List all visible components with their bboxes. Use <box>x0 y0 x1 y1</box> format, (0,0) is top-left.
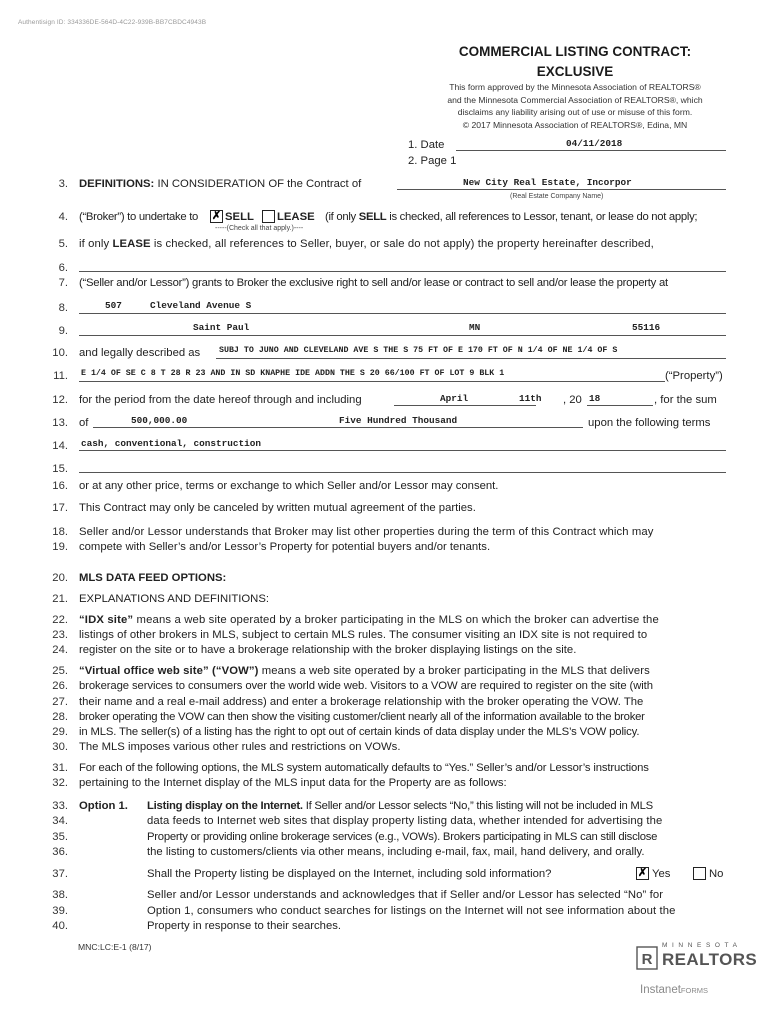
logo-realtors: REALTORS <box>662 950 758 969</box>
line19: compete with Seller’s and/or Lessor’s Property for potential buyers and/or tenants. <box>79 541 491 553</box>
terms-label: upon the following terms <box>588 417 711 429</box>
property-label: (“Property”) <box>665 370 723 382</box>
date-field[interactable]: 04/11/2018 <box>566 138 623 149</box>
sell-label: SELL <box>225 211 254 223</box>
line25: “Virtual office web site” (“VOW”) means a web site operated by a broker participating in the MLS that delivers <box>79 665 650 677</box>
line-number: 7. <box>58 277 68 289</box>
no-label: No <box>709 868 724 880</box>
zip-field[interactable]: 55116 <box>632 322 661 333</box>
line-number: 23. <box>52 629 68 641</box>
line-number: 15. <box>52 463 68 475</box>
line40: Property in response to their searches. <box>147 920 342 932</box>
of-label: of <box>79 417 89 429</box>
line24: register on the site or to have a brokerage relationship with the broker displaying listings on the site. <box>79 644 577 656</box>
line-number: 24. <box>52 644 68 656</box>
line-number: 20. <box>52 572 68 584</box>
legal-desc-label: and legally described as <box>79 347 201 359</box>
state-field[interactable]: MN <box>469 322 481 333</box>
line-number: 19. <box>52 541 68 553</box>
line-number: 18. <box>52 526 68 538</box>
property-address-field[interactable]: 507 Cleveland Avenue S <box>105 300 252 311</box>
broker-undertake-text: (“Broker”) to undertake to <box>79 211 199 223</box>
sum-words-field[interactable]: Five Hundred Thousand <box>339 415 458 426</box>
line26: brokerage services to consumers over the world wide web. Visitors to a VOW are required to register on the site (with <box>79 680 653 692</box>
date-label: 1. Date <box>408 139 445 151</box>
sum-numeric-field[interactable]: 500,000.00 <box>131 415 188 426</box>
terms-field[interactable]: cash, conventional, construction <box>81 438 262 449</box>
line-number: 28. <box>52 711 68 723</box>
year-prefix: , 20 <box>563 394 582 406</box>
logo-minnesota: MINNESOTA <box>662 942 742 949</box>
definitions-line: DEFINITIONS: IN CONSIDERATION OF the Contract of <box>79 178 362 190</box>
option-1-label: Option 1. <box>79 800 128 812</box>
blank-line-6[interactable] <box>79 271 726 272</box>
mls-section-heading: MLS DATA FEED OPTIONS: <box>79 572 227 584</box>
for-the-sum: , for the sum <box>654 394 717 406</box>
line29: in MLS. The seller(s) of a listing has the right to opt out of certain kinds of data display under the MLS’s VOW policy. <box>79 726 640 738</box>
line34: data feeds to Internet web sites that display property listing data, whether intended for advertising the <box>147 815 663 827</box>
legal-description-field-2[interactable]: E 1/4 OF SE C 8 T 28 R 23 AND IN SD KNAPHE IDE ADDN THE S 20 66/100 FT OF LOT 9 BLK 1 <box>81 369 505 378</box>
page-label: 2. Page 1 <box>408 155 457 167</box>
line-number: 37. <box>52 868 68 880</box>
line-number: 10. <box>52 347 68 359</box>
yes-label: Yes <box>652 868 671 880</box>
form-code: MNC:LC:E-1 (8/17) <box>78 942 152 952</box>
line33: Listing display on the Internet. If Seller and/or Lessor selects “No,” this listing will not be included in MLS <box>147 800 653 812</box>
line-number: 26. <box>52 680 68 692</box>
line-number: 25. <box>52 665 68 677</box>
no-checkbox[interactable] <box>693 867 706 880</box>
line18: Seller and/or Lessor understands that Broker may list other properties during the term of this Contract which may <box>79 526 654 538</box>
line4-rest: (if only SELL is checked, all references to Lessor, tenant, or lease do not apply; <box>325 211 698 223</box>
line16: or at any other price, terms or exchange to which Seller and/or Lessor may consent. <box>79 480 499 492</box>
line36: the listing to customers/clients via other means, including e-mail, fax, mail, hand delivery, and orally. <box>147 846 645 858</box>
period-text: for the period from the date hereof through and including <box>79 394 362 406</box>
lease-label: LEASE <box>277 211 315 223</box>
lease-checkbox[interactable] <box>262 210 275 223</box>
line38: Seller and/or Lessor understands and acknowledges that if Seller and/or Lessor has selected “No” for <box>147 889 664 901</box>
line39: Option 1, consumers who conduct searches for listings on the Internet will not see information about the <box>147 905 676 917</box>
line5-text: if only LEASE is checked, all references to Seller, buyer, or sale do not apply) the property hereinafter described, <box>79 238 654 250</box>
form-title-line2: EXCLUSIVE <box>536 64 614 79</box>
line-number: 4. <box>58 211 68 223</box>
line-number: 16. <box>52 480 68 492</box>
line32: pertaining to the Internet display of the MLS input data for the Property are as follows: <box>79 777 507 789</box>
line-number: 5. <box>58 238 68 250</box>
sell-checkbox[interactable]: ✗ <box>211 210 222 222</box>
line-number: 17. <box>52 502 68 514</box>
line-number: 21. <box>52 593 68 605</box>
line-number: 6. <box>58 262 68 274</box>
line-number: 27. <box>52 696 68 708</box>
form-title: COMMERCIAL LISTING CONTRACT: <box>458 44 692 59</box>
line-number: 13. <box>52 417 68 429</box>
line31: For each of the following options, the MLS system automatically defaults to “Yes.” Seller’s and/or Lessor’s instructions <box>79 762 649 774</box>
line35: Property or providing online brokerage services (e.g., VOWs). Brokers participating in MLS can still disclose <box>147 831 658 843</box>
realtor-r-icon <box>636 946 658 970</box>
line-number: 12. <box>52 394 68 406</box>
check-all-hint: -----(Check all that apply.)---- <box>215 225 304 232</box>
line28: broker operating the VOW can then show the visiting customer/client nearly all of the information available to the broker <box>79 711 645 723</box>
line-number: 8. <box>58 302 68 314</box>
end-month-field[interactable]: April <box>440 393 469 404</box>
authentisign-id: Authentisign ID: 334336DE-564D-4C22-939B-BB7CBDC4943B <box>18 19 207 26</box>
line-number: 9. <box>58 325 68 337</box>
line-number: 11. <box>53 370 68 382</box>
line-number: 33. <box>52 800 68 812</box>
line27: their name and a real e-mail address) and enter a brokerage relationship with the broker operating the VOW. The <box>79 696 644 708</box>
line-number: 31. <box>52 762 68 774</box>
city-field[interactable]: Saint Paul <box>193 322 250 333</box>
legal-description-field-1[interactable]: SUBJ TO JUNO AND CLEVELAND AVE S THE S 75 FT OF E 170 FT OF N 1/4 OF NE 1/4 OF S <box>219 346 618 355</box>
line-number: 34. <box>52 815 68 827</box>
line17: This Contract may only be canceled by written mutual agreement of the parties. <box>79 502 476 514</box>
line-number: 14. <box>52 440 68 452</box>
yes-checkbox[interactable]: ✗ <box>637 867 648 879</box>
explanations-heading: EXPLANATIONS AND DEFINITIONS: <box>79 593 269 605</box>
line-number: 32. <box>52 777 68 789</box>
line22: “IDX site” means a web site operated by a broker participating in the MLS on which the broker can advertise the <box>79 614 659 626</box>
grant-text: (“Seller and/or Lessor”) grants to Broker the exclusive right to sell and/or lease or contract to sell and/or lease the property at <box>79 277 668 289</box>
line30: The MLS imposes various other rules and restrictions on VOWs. <box>79 741 401 753</box>
blank-line-15[interactable] <box>79 472 726 473</box>
line-number: 29. <box>52 726 68 738</box>
line-number: 35. <box>52 831 68 843</box>
company-caption: (Real Estate Company Name) <box>510 193 604 200</box>
line23: listings of other brokers in MLS, subject to certain MLS rules. The consumer visiting an IDX site is not required to <box>79 629 648 641</box>
approval-notice: This form approved by the Minnesota Association of REALTORS® and the Minnesota Commercial Association of REALTORS®, which disclaims any liability arising out of use or misuse of this form. © 2017 Minnesota Association of REALTORS®, Edina, MN <box>447 82 703 131</box>
svg-text:R: R <box>641 951 653 968</box>
line-number: 22. <box>52 614 68 626</box>
line-number: 3. <box>58 178 68 190</box>
line-number: 36. <box>52 846 68 858</box>
line-number: 40. <box>52 920 68 932</box>
internet-display-question: Shall the Property listing be displayed on the Internet, including sold information? <box>147 868 552 880</box>
end-day-field[interactable]: 11th <box>519 393 542 404</box>
line-number: 39. <box>52 905 68 917</box>
line-number: 38. <box>52 889 68 901</box>
instanet-forms-logo: InstanetFORMS <box>640 984 709 996</box>
line-number: 30. <box>52 741 68 753</box>
end-year-field[interactable]: 18 <box>589 393 601 404</box>
company-name-field[interactable]: New City Real Estate, Incorpor <box>463 177 632 188</box>
